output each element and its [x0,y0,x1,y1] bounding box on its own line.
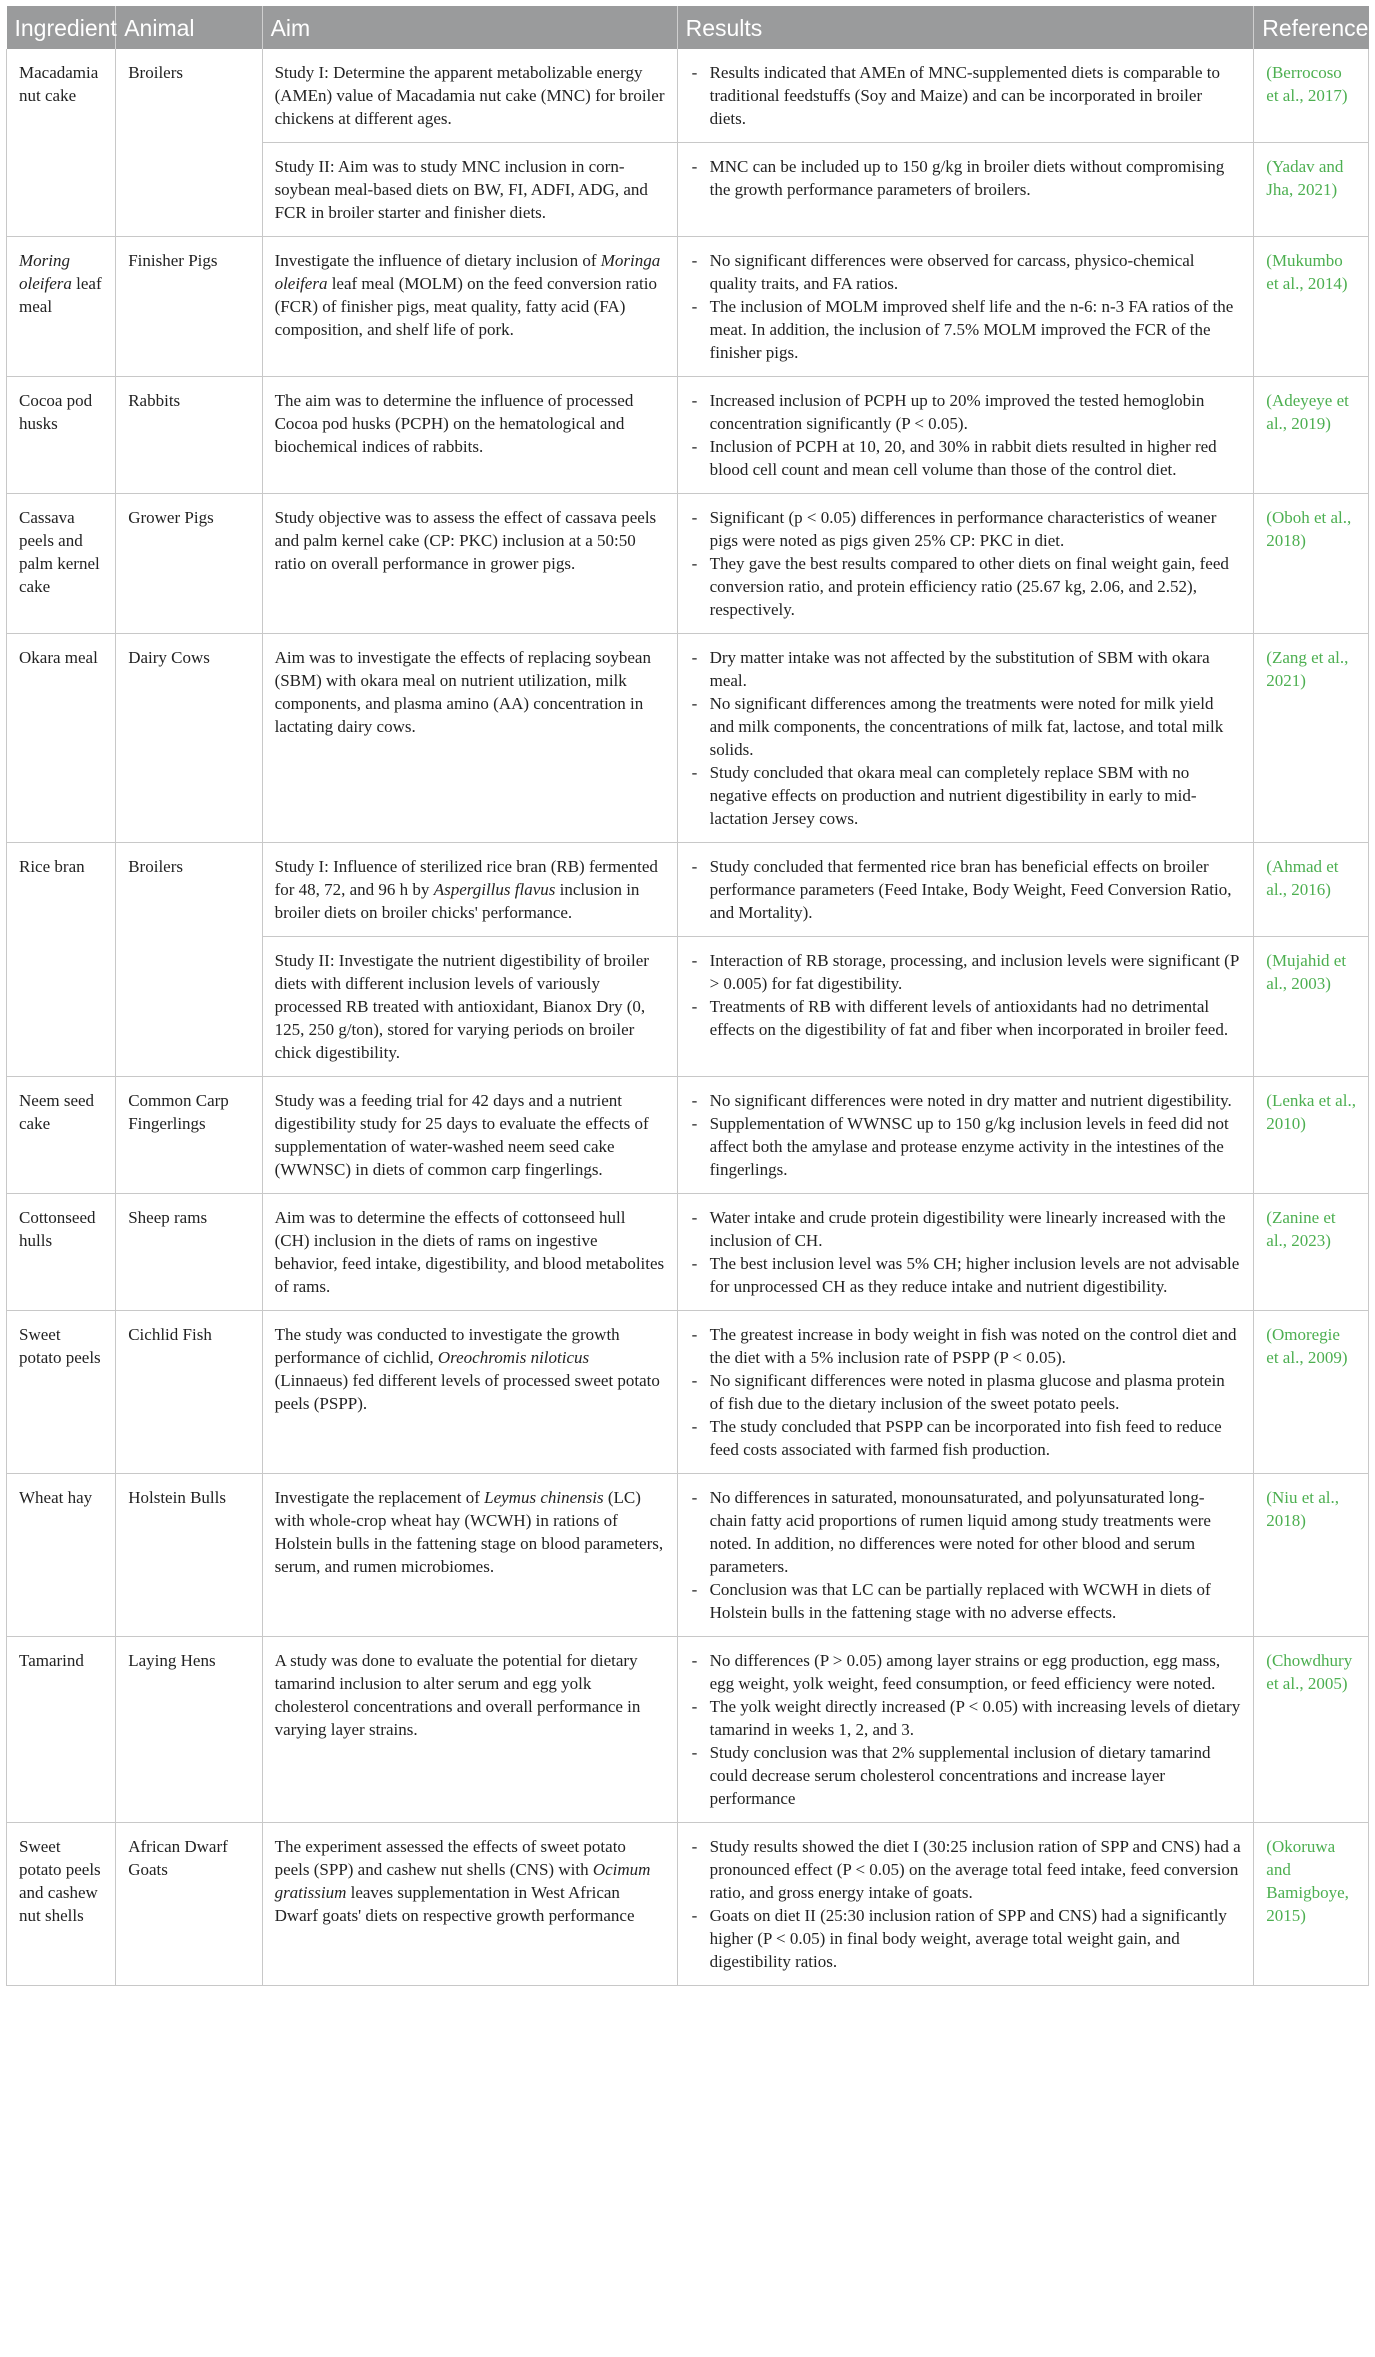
results-list [690,1649,1242,1810]
aim-italic: Moringa oleifera [274,251,661,293]
ingredient-italic: Moring oleifera [19,251,72,293]
aim-cell: Study II: Aim was to study MNC inclusion in corn-soybean meal-based diets on BW, FI, ADFI, ADG, and FCR in broiler starter and finisher diets. [262,143,677,237]
aim-cell: A study was done to evaluate the potential for dietary tamarind inclusion to alter serum and egg yolk cholesterol concentrations and overall performance in varying layer strains. [262,1637,677,1823]
aim-italic: Leymus chinensis [484,1488,604,1507]
reference-cell [1254,1637,1369,1823]
ingredient-cell: Sweet potato peels and cashew nut shells [7,1823,116,1986]
results-list [690,1323,1242,1461]
reference-cell [1254,1194,1369,1311]
reference-cell [1254,1311,1369,1474]
reference-cell [1254,494,1369,634]
result-item: - Study conclusion was that 2% supplemental inclusion of dietary tamarind could decrease serum cholesterol concentrations and increase layer performance [690,1741,1242,1810]
results-cell [677,1823,1254,1986]
result-item: - Significant (p < 0.05) differences in performance characteristics of weaner pigs were noted as pigs given 25% CP: PKC in diet. [690,506,1242,552]
column-header: Animal [116,6,262,49]
animal-cell: African Dwarf Goats [116,1823,262,1986]
animal-cell: Cichlid Fish [116,1311,262,1474]
result-item: - Inclusion of PCPH at 10, 20, and 30% in rabbit diets resulted in higher red blood cell count and mean cell volume than those of the control diet. [690,435,1242,481]
results-list [690,1486,1242,1624]
ingredient-cell: Neem seed cake [7,1077,116,1194]
results-cell [677,377,1254,494]
result-item: - The inclusion of MOLM improved shelf life and the n-6: n-3 FA ratios of the meat. In addition, the inclusion of 7.5% MOLM improved the FCR of the finisher pigs. [690,295,1242,364]
results-cell [677,1311,1254,1474]
aim-italic: Oreochromis niloticus [437,1348,590,1367]
animal-cell: Grower Pigs [116,494,262,634]
ingredient-cell: Okara meal [7,634,116,843]
result-item: - Results indicated that AMEn of MNC-supplemented diets is comparable to traditional feedstuffs (Soy and Maize) and can be incorporated in broiler diets. [690,61,1242,130]
aim-cell: Aim was to determine the effects of cottonseed hull (CH) inclusion in the diets of rams on ingestive behavior, feed intake, digestibility, and blood metabolites of rams. [262,1194,677,1311]
ingredient-cell: Sweet potato peels [7,1311,116,1474]
reference-link[interactable]: (Yadav and Jha, 2021) [1266,157,1344,199]
aim-cell: Study I: Determine the apparent metabolizable energy (AMEn) value of Macadamia nut cake (MNC) for broiler chickens at different ages. [262,49,677,143]
table-header-row [7,6,1369,49]
results-cell [677,937,1254,1077]
column-header: Aim [262,6,677,49]
aim-cell [262,1823,677,1986]
column-header: Ingredient [7,6,116,49]
results-cell [677,143,1254,237]
table-row [7,49,1369,143]
reference-cell [1254,143,1369,237]
reference-link[interactable]: (Lenka et al., 2010) [1266,1091,1356,1133]
results-list [690,61,1242,130]
results-cell [677,1077,1254,1194]
reference-cell [1254,937,1369,1077]
result-item: - Water intake and crude protein digestibility were linearly increased with the inclusion of CH. [690,1206,1242,1252]
results-list [690,249,1242,364]
reference-cell [1254,1474,1369,1637]
table-row [7,1474,1369,1637]
results-cell [677,1637,1254,1823]
result-item: - Study concluded that fermented rice bran has beneficial effects on broiler performance parameters (Feed Intake, Body Weight, Feed Conversion Ratio, and Mortality). [690,855,1242,924]
aim-italic: Aspergillus flavus [433,880,556,899]
column-header: Reference [1254,6,1369,49]
animal-cell: Dairy Cows [116,634,262,843]
table-row [7,634,1369,843]
results-cell [677,1194,1254,1311]
result-item: - The study concluded that PSPP can be incorporated into fish feed to reduce feed costs associated with farmed fish production. [690,1415,1242,1461]
result-item: - Increased inclusion of PCPH up to 20% improved the tested hemoglobin concentration significantly (P < 0.05). [690,389,1242,435]
results-cell [677,237,1254,377]
result-item: - No significant differences among the treatments were noted for milk yield and milk components, the concentrations of milk fat, lactose, and total milk solids. [690,692,1242,761]
table-body [7,49,1369,1986]
results-list [690,389,1242,481]
aim-text: Investigate the replacement of [274,1488,485,1507]
result-item: - The best inclusion level was 5% CH; higher inclusion levels are not advisable for unprocessed CH as they reduce intake and nutrient digestibility. [690,1252,1242,1298]
aim-cell [262,843,677,937]
table-row [7,377,1369,494]
reference-link[interactable]: (Mukumbo et al., 2014) [1266,251,1348,293]
results-cell [677,49,1254,143]
result-item: - Study concluded that okara meal can completely replace SBM with no negative effects on production and nutrient digestibility in early to mid-lactation Jersey cows. [690,761,1242,830]
ingredient-cell: Cottonseed hulls [7,1194,116,1311]
reference-cell [1254,1823,1369,1986]
reference-cell [1254,49,1369,143]
aim-italic: Ocimum gratissium [274,1860,651,1902]
aim-cell: Study was a feeding trial for 42 days and a nutrient digestibility study for 25 days to evaluate the effects of supplementation of water-washed neem seed cake (WWNSC) in diets of common carp fingerlings. [262,1077,677,1194]
ingredient-rest: leaf meal [19,274,102,316]
table-row [7,843,1369,937]
aim-cell: Study II: Investigate the nutrient digestibility of broiler diets with different inclusion levels of variously processed RB treated with antioxidant, Bianox Dry (0, 125, 250 g/ton), stored for varying periods on broiler chick digestibility. [262,937,677,1077]
results-list [690,646,1242,830]
result-item: - Goats on diet II (25:30 inclusion ration of SPP and CNS) had a significantly higher (P < 0.05) in final body weight, average total weight gain, and digestibility ratios. [690,1904,1242,1973]
aim-cell: Aim was to investigate the effects of replacing soybean (SBM) with okara meal on nutrient utilization, milk components, and plasma amino (AA) concentration in lactating dairy cows. [262,634,677,843]
reference-link[interactable]: (Okoruwa and Bamigboye, 2015) [1266,1837,1349,1925]
result-item: - No significant differences were noted in dry matter and nutrient digestibility. [690,1089,1242,1112]
results-list [690,506,1242,621]
ingredient-cell: Rice bran [7,843,116,1077]
result-item: - The yolk weight directly increased (P < 0.05) with increasing levels of dietary tamarind in weeks 1, 2, and 3. [690,1695,1242,1741]
animal-cell: Sheep rams [116,1194,262,1311]
ingredient-cell: Wheat hay [7,1474,116,1637]
result-item: - Study results showed the diet I (30:25 inclusion ration of SPP and CNS) had a pronounced effect (P < 0.05) on the average total feed intake, feed conversion ratio, and gross energy intake of goats. [690,1835,1242,1904]
ingredient-cell: Cocoa pod husks [7,377,116,494]
ingredient-cell [7,237,116,377]
results-list [690,155,1242,201]
reference-cell [1254,237,1369,377]
results-cell [677,843,1254,937]
animal-cell: Rabbits [116,377,262,494]
results-list [690,949,1242,1041]
table-row [7,1823,1369,1986]
reference-link[interactable]: (Chowdhury et al., 2005) [1266,1651,1353,1693]
reference-link[interactable]: (Zanine et al., 2023) [1266,1208,1336,1250]
feed-ingredients-table [6,6,1369,1986]
ingredient-cell: Cassava peels and palm kernel cake [7,494,116,634]
results-list [690,1206,1242,1298]
animal-cell: Holstein Bulls [116,1474,262,1637]
ingredient-cell: Tamarind [7,1637,116,1823]
result-item: - The greatest increase in body weight in fish was noted on the control diet and the diet with a 5% inclusion rate of PSPP (P < 0.05). [690,1323,1242,1369]
aim-text: (LC) with whole-crop wheat hay (WCWH) in rations of Holstein bulls in the fattening stage on blood parameters, serum, and rumen microbiomes. [274,1488,664,1576]
aim-text: The study was conducted to investigate the growth performance of cichlid, [274,1325,620,1367]
table-row [7,1194,1369,1311]
result-item: - No significant differences were observed for carcass, physico-chemical quality traits, and FA ratios. [690,249,1242,295]
reference-link[interactable]: (Adeyeye et al., 2019) [1266,391,1349,433]
animal-cell: Finisher Pigs [116,237,262,377]
result-item: - Conclusion was that LC can be partially replaced with WCWH in diets of Holstein bulls in the fattening stage with no adverse effects. [690,1578,1242,1624]
table-row [7,1311,1369,1474]
ingredient-cell: Macadamia nut cake [7,49,116,237]
table-row [7,494,1369,634]
aim-cell [262,237,677,377]
aim-text: leaves supplementation in West African Dwarf goats' diets on respective growth performance [274,1883,635,1925]
table-row [7,237,1369,377]
table-row [7,1637,1369,1823]
result-item: - Supplementation of WWNSC up to 150 g/kg inclusion levels in feed did not affect both the amylase and protease enzyme activity in the intestines of the fingerlings. [690,1112,1242,1181]
results-list [690,855,1242,924]
aim-text: (Linnaeus) fed different levels of processed sweet potato peels (PSPP). [274,1371,660,1413]
reference-link[interactable]: (Niu et al., 2018) [1266,1488,1339,1530]
result-item: - Interaction of RB storage, processing, and inclusion levels were significant (P > 0.005) for fat digestibility. [690,949,1242,995]
column-header: Results [677,6,1254,49]
aim-cell: The aim was to determine the influence of processed Cocoa pod husks (PCPH) on the hematological and biochemical indices of rabbits. [262,377,677,494]
aim-cell [262,1474,677,1637]
aim-cell [262,1311,677,1474]
results-list [690,1089,1242,1181]
reference-link[interactable]: (Zang et al., 2021) [1266,648,1349,690]
result-item: - No differences (P > 0.05) among layer strains or egg production, egg mass, egg weight, yolk weight, feed consumption, or feed efficiency were noted. [690,1649,1242,1695]
result-item: - No differences in saturated, monounsaturated, and polyunsaturated long-chain fatty acid proportions of rumen liquid among study treatments were noted. In addition, no differences were noted for other blood and serum parameters. [690,1486,1242,1578]
aim-text: leaf meal (MOLM) on the feed conversion ratio (FCR) of finisher pigs, meat quality, fatty acid (FA) composition, and shelf life of pork. [274,274,657,339]
table-row [7,1077,1369,1194]
reference-link[interactable]: (Ahmad et al., 2016) [1266,857,1339,899]
result-item: - MNC can be included up to 150 g/kg in broiler diets without compromising the growth performance parameters of broilers. [690,155,1242,201]
results-list [690,1835,1242,1973]
animal-cell: Broilers [116,49,262,237]
result-item: - They gave the best results compared to other diets on final weight gain, feed conversion ratio, and protein efficiency ratio (25.67 kg, 2.06, and 2.52), respectively. [690,552,1242,621]
aim-text: The experiment assessed the effects of sweet potato peels (SPP) and cashew nut shells (CNS) with [274,1837,626,1879]
animal-cell: Laying Hens [116,1637,262,1823]
animal-cell: Broilers [116,843,262,1077]
aim-text: Investigate the influence of dietary inclusion of [274,251,601,270]
reference-cell [1254,843,1369,937]
reference-link[interactable]: (Mujahid et al., 2003) [1266,951,1347,993]
results-cell [677,494,1254,634]
aim-text: inclusion in broiler diets on broiler chicks' performance. [274,880,640,922]
result-item: - No significant differences were noted in plasma glucose and plasma protein of fish due to the dietary inclusion of the sweet potato peels. [690,1369,1242,1415]
results-cell [677,634,1254,843]
results-cell [677,1474,1254,1637]
reference-link[interactable]: (Oboh et al., 2018) [1266,508,1352,550]
reference-cell [1254,377,1369,494]
result-item: - Dry matter intake was not affected by the substitution of SBM with okara meal. [690,646,1242,692]
animal-cell: Common Carp Fingerlings [116,1077,262,1194]
aim-cell: Study objective was to assess the effect of cassava peels and palm kernel cake (CP: PKC) inclusion at a 50:50 ratio on overall performance in grower pigs. [262,494,677,634]
aim-text: Study I: Influence of sterilized rice bran (RB) fermented for 48, 72, and 96 h by [274,857,658,899]
reference-link[interactable]: (Omoregie et al., 2009) [1266,1325,1348,1367]
reference-cell [1254,1077,1369,1194]
reference-cell [1254,634,1369,843]
reference-link[interactable]: (Berrocoso et al., 2017) [1266,63,1348,105]
result-item: - Treatments of RB with different levels of antioxidants had no detrimental effects on the digestibility of fat and fiber when incorporated in broiler feed. [690,995,1242,1041]
